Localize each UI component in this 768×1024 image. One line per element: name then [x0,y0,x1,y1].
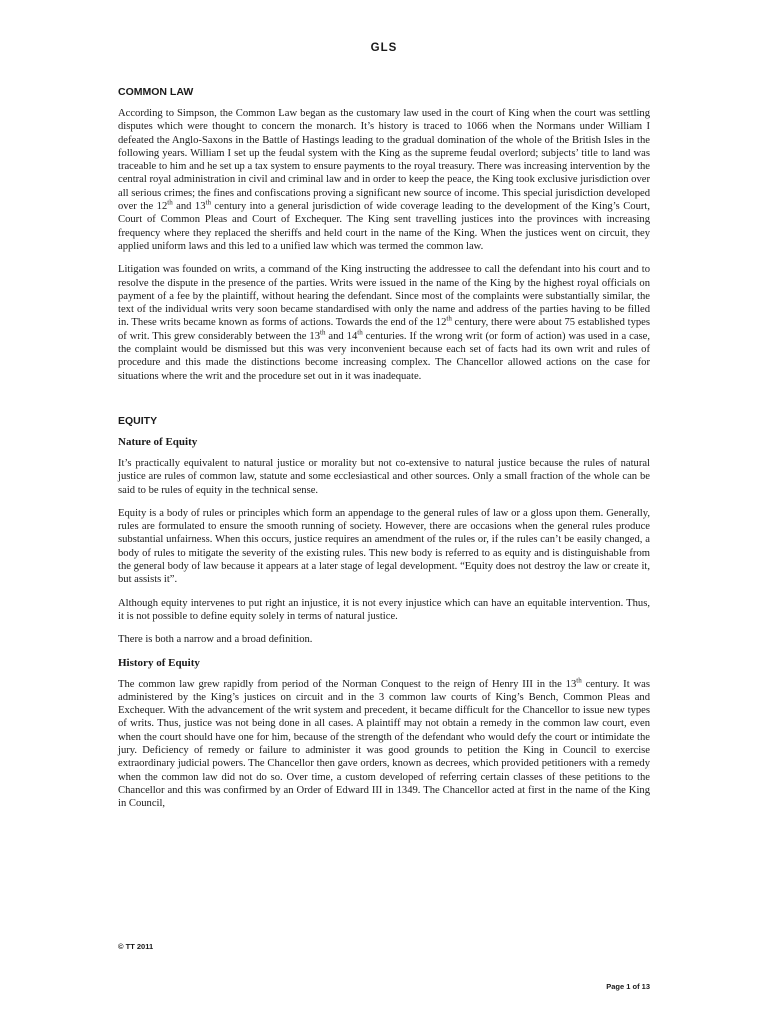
heading-common-law: COMMON LAW [118,86,194,98]
paragraph-common-law-2: Litigation was founded on writs, a command of the King instructing the addressee to call the defendant into his court and to resolve the dispute in the presence of the parties. Writs were issued in the name of the King by the highest royal officials on payment of a fee by the plaintiff, without hearing the defendant. Since most of the complaints were substantially similar, the text of the individual writs very soon became standardised with only the name and address of the parties having to be filled in. These writs became known as forms of actions. Towards the end of the 12th century, there were about 75 established types of writ. This grew considerably between the 13th and 14th centuries. If the wrong writ (or form of action) was used in a case, the complaint would be dismissed but this was very inconvenient because each set of facts had its own writ and rules of procedure and this made the distinctions become increasing complex. The Chancellor allowed actions on the case for situations where the writ and the procedure set out in it was inadequate. [118,264,650,382]
document-body [118,86,650,820]
paragraph-common-law-1: According to Simpson, the Common Law began as the customary law used in the court of King when the court was settling disputes which were thought to concern the monarch. It’s history is traced to 1066 when the Normans under William I defeated the Anglo-Saxons in the Battle of Hastings leading to the gradual domination of the whole of the British Isles in the following years. William I set up the feudal system with the King as the supreme feudal overlord; subjects’ title to land was traceable to him and he set up a tax system to ensure payments to the royal treasury. There was increasing intervention by the central royal administration in civil and criminal law and in order to keep the peace, the King took exclusive jurisdiction over all serious crimes; the fines and confiscations proving a significant new source of income. This special jurisdiction developed over the 12th and 13th century into a general jurisdiction of wide coverage leading to the development of the King’s Court, Court of Common Pleas and Court of Exchequer. The King sent travelling justices into the provinces with increasing frequency where they replaced the sheriffs and held court in the name of the King. When the justices went on circuit, they applied uniform laws and this led to a unified law which was termed the common law. [118,108,651,252]
paragraph-equity-2: Equity is a body of rules or principles which form an appendage to the general rules of law or a gloss upon them. Generally, rules are formulated to ensure the smooth running of society. However, there are occasions when the general rules produce substantial unfairness. When this occurs, justice requires an amendment of the rules or, if the rules can’t be easily changed, a body of rules to mitigate the severity of the existing rules. This new body is referred to as equity and is distinguishable from the general body of law because it appears at a later stage of legal development. “Equity does not destroy the law or create it, but assists it”. [118,507,650,586]
paragraph-equity-3: Although equity intervenes to put right an injustice, it is not every injustice which can have an equitable intervention. Thus, it is not possible to define equity solely in terms of natural justice. [118,597,650,622]
page-header: GLS [370,42,398,54]
heading-equity: EQUITY [118,414,158,427]
footer-copyright: © TT 2011 [118,942,154,951]
paragraph-equity-4: There is both a narrow and a broad definition. [118,634,313,646]
paragraph-equity-1: It’s practically equivalent to natural justice or morality but not co-extensive to natural justice because the rules of natural justice are rules of common law, statute and some ecclesiastical and other sources. Only a small fraction of the whole can be said to be rules of equity in the technical sense. [118,457,650,496]
heading-history-of-equity: History of Equity [118,656,200,669]
footer-page-number: Page 1 of 13 [606,982,650,991]
paragraph-history-1: The common law grew rapidly from period of the Norman Conquest to the reign of Henry III in the 13th century. It was administered by the King’s justices on circuit and in the 3 common law courts of King’s Bench, Common Pleas and Exchequer. With the advancement of the writ system and precedent, it became difficult for the Chancellor to issue new types of writs. Thus, justice was not being done in all cases. A plaintiff may not obtain a remedy in the common law court, even when the court should have one for him, because of the strength of the defendant who would defy the court or intimidate the jury. Deficiency of remedy or failure to administer it was good grounds to petition the King in Council to exercise extraordinary judicial powers. The Chancellor then gave orders, known as decrees, which provided petitioners with a remedy when the common law did not do so. Over time, a custom developed of referring certain classes of these petitions to the Chancellor and this was confirmed by an Order of Edward III in 1349. The Chancellor acted at first in the name of the King in Council, [118,675,650,810]
heading-nature-of-equity: Nature of Equity [118,435,198,448]
